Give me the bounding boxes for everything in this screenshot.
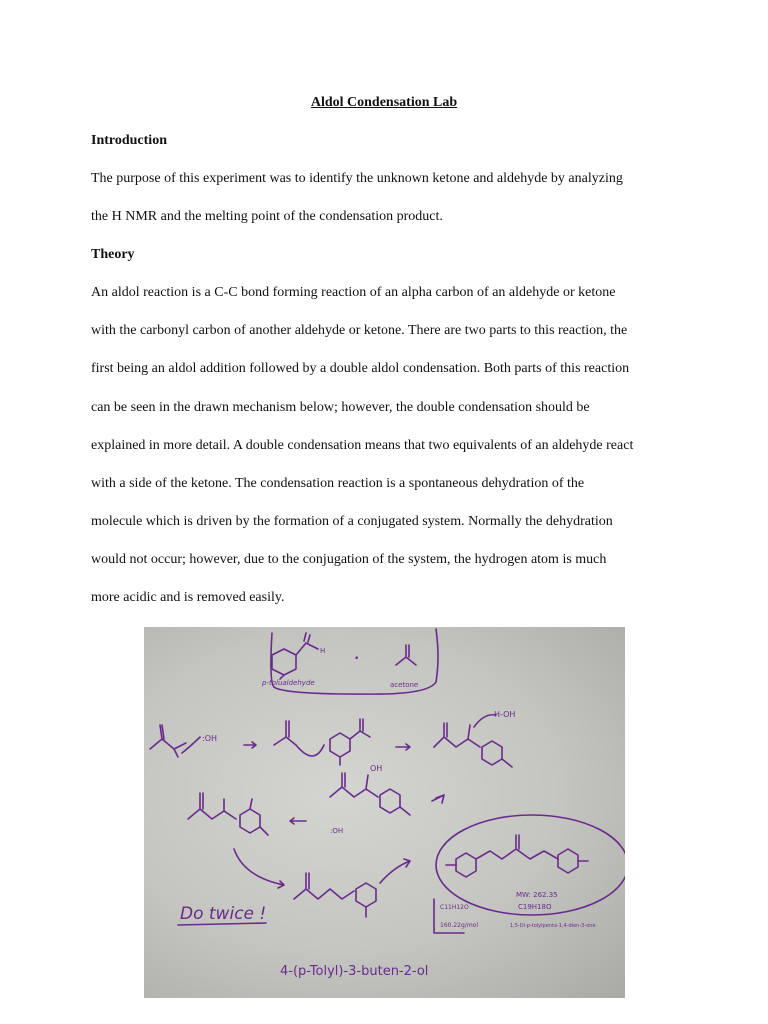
acetone-drawing xyxy=(396,645,416,665)
ketone-label: acetone xyxy=(390,681,419,689)
theory-line-7: molecule which is driven by the formation of a conjugated system. Normally the dehydration xyxy=(91,514,613,529)
acetone-enolate-step xyxy=(150,725,186,749)
mechanism-drawing xyxy=(144,627,625,998)
aldol-product xyxy=(330,773,378,797)
arrow-3 xyxy=(432,795,444,803)
arrow-1 xyxy=(244,742,256,748)
water-label: H-OH xyxy=(494,710,516,719)
document-title: Aldol Condensation Lab xyxy=(310,95,458,110)
alkoxide-intermediate xyxy=(434,723,480,747)
final-product-oval xyxy=(436,815,625,915)
theory-line-8: would not occur; however, due to the conjugation of the system, the hydrogen atom is much xyxy=(91,552,607,567)
theory-line-5: explained in more detail. A double condensation means that two equivalents of an aldehyde react xyxy=(91,438,634,453)
formula-label: C11H12O xyxy=(440,904,469,911)
theory-line-1: An aldol reaction is a C-C bond forming reaction of an alpha carbon of an aldehyde or ketone xyxy=(91,285,616,300)
theory-heading: Theory xyxy=(91,247,135,262)
mechanism-photo xyxy=(144,627,625,998)
hydroxide-label-2: :OH xyxy=(330,827,344,835)
theory-line-4: can be seen in the drawn mechanism below; however, the double condensation should be xyxy=(91,400,590,415)
aldehyde-ring xyxy=(272,649,296,675)
arrow-4 xyxy=(290,818,306,824)
theory-line-2: with the carbonyl carbon of another aldehyde or ketone. There are two parts to this reaction, the xyxy=(91,323,628,338)
do-twice-label: Do twice ! xyxy=(180,904,267,924)
arrow-6 xyxy=(380,859,410,883)
aldehyde-label: p-tolualdehyde xyxy=(262,679,315,687)
arrow-5 xyxy=(234,849,284,888)
product-name-label: 1,5-Di-p-tolylpenta-1,4-dien-3-one xyxy=(510,923,596,929)
intermediate-name-label: 4-(p-Tolyl)-3-buten-2-ol xyxy=(280,964,429,979)
hydroxide-label: :OH xyxy=(202,734,218,743)
theory-line-9: more acidic and is removed easily. xyxy=(91,590,285,605)
oh-label: OH xyxy=(370,764,383,773)
molar-mass-label: 160.22g/mol xyxy=(440,922,479,929)
introduction-heading: Introduction xyxy=(91,133,167,148)
aldehyde-h-label: H xyxy=(320,647,326,655)
dehydration-step xyxy=(188,793,236,819)
mw-label: MW: 262.35 xyxy=(516,891,558,899)
formula2-label: C19H18O xyxy=(518,903,552,911)
intro-line-1: The purpose of this experiment was to identify the unknown ketone and aldehyde by analyzing xyxy=(91,171,623,186)
plus-sign: • xyxy=(354,654,360,664)
arrow-2 xyxy=(396,744,410,750)
theory-line-6: with a side of the ketone. The condensation reaction is a spontaneous dehydration of the xyxy=(91,476,585,491)
intro-line-2: the H NMR and the melting point of the condensation product. xyxy=(91,209,443,224)
intermediate-structure xyxy=(294,873,354,899)
theory-line-3: first being an aldol addition followed by a double aldol condensation. Both parts of this reaction xyxy=(91,361,630,376)
enolate-aldehyde xyxy=(274,721,296,745)
